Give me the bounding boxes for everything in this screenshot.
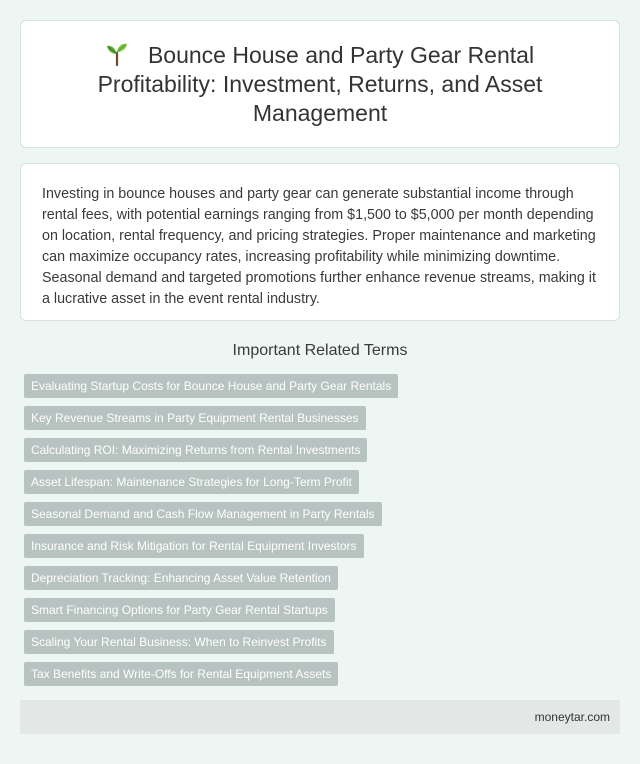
term-tag[interactable]: Depreciation Tracking: Enhancing Asset Value Retention <box>24 566 338 590</box>
page-title-text: Bounce House and Party Gear Rental Profitability: Investment, Returns, and Asset Management <box>97 41 543 126</box>
title-card <box>20 20 620 148</box>
term-tag[interactable]: Seasonal Demand and Cash Flow Management in Party Rentals <box>24 502 382 526</box>
term-tag[interactable]: Insurance and Risk Mitigation for Rental Equipment Investors <box>24 534 364 558</box>
term-tag[interactable]: Calculating ROI: Maximizing Returns from Rental Investments <box>24 438 367 462</box>
sprout-icon <box>106 42 128 66</box>
summary-text: Investing in bounce houses and party gear can generate substantial income through rental fees, with potential earnings ranging from $1,500 to $5,000 per month depending on location, rental frequency, and pricing strategies. Proper maintenance and marketing can maximize occupancy rates, increasing profitability while minimizing downtime. Seasonal demand and targeted promotions further enhance revenue streams, making it a lucrative asset in the event rental industry. <box>42 186 596 307</box>
term-tag[interactable]: Scaling Your Rental Business: When to Reinvest Profits <box>24 630 334 654</box>
term-tag[interactable]: Key Revenue Streams in Party Equipment Rental Businesses <box>24 406 366 430</box>
related-terms-heading: Important Related Terms <box>232 342 408 359</box>
summary-card <box>20 163 620 321</box>
footer <box>20 700 620 734</box>
footer-site-link[interactable]: moneytar.com <box>534 710 610 724</box>
page-title <box>51 41 589 128</box>
term-tag[interactable]: Smart Financing Options for Party Gear Rental Startups <box>24 598 335 622</box>
term-tag[interactable]: Tax Benefits and Write-Offs for Rental Equipment Assets <box>24 662 338 686</box>
term-tag[interactable]: Evaluating Startup Costs for Bounce House and Party Gear Rentals <box>24 374 398 398</box>
term-tag[interactable]: Asset Lifespan: Maintenance Strategies for Long-Term Profit <box>24 470 359 494</box>
related-terms-list <box>24 374 614 694</box>
